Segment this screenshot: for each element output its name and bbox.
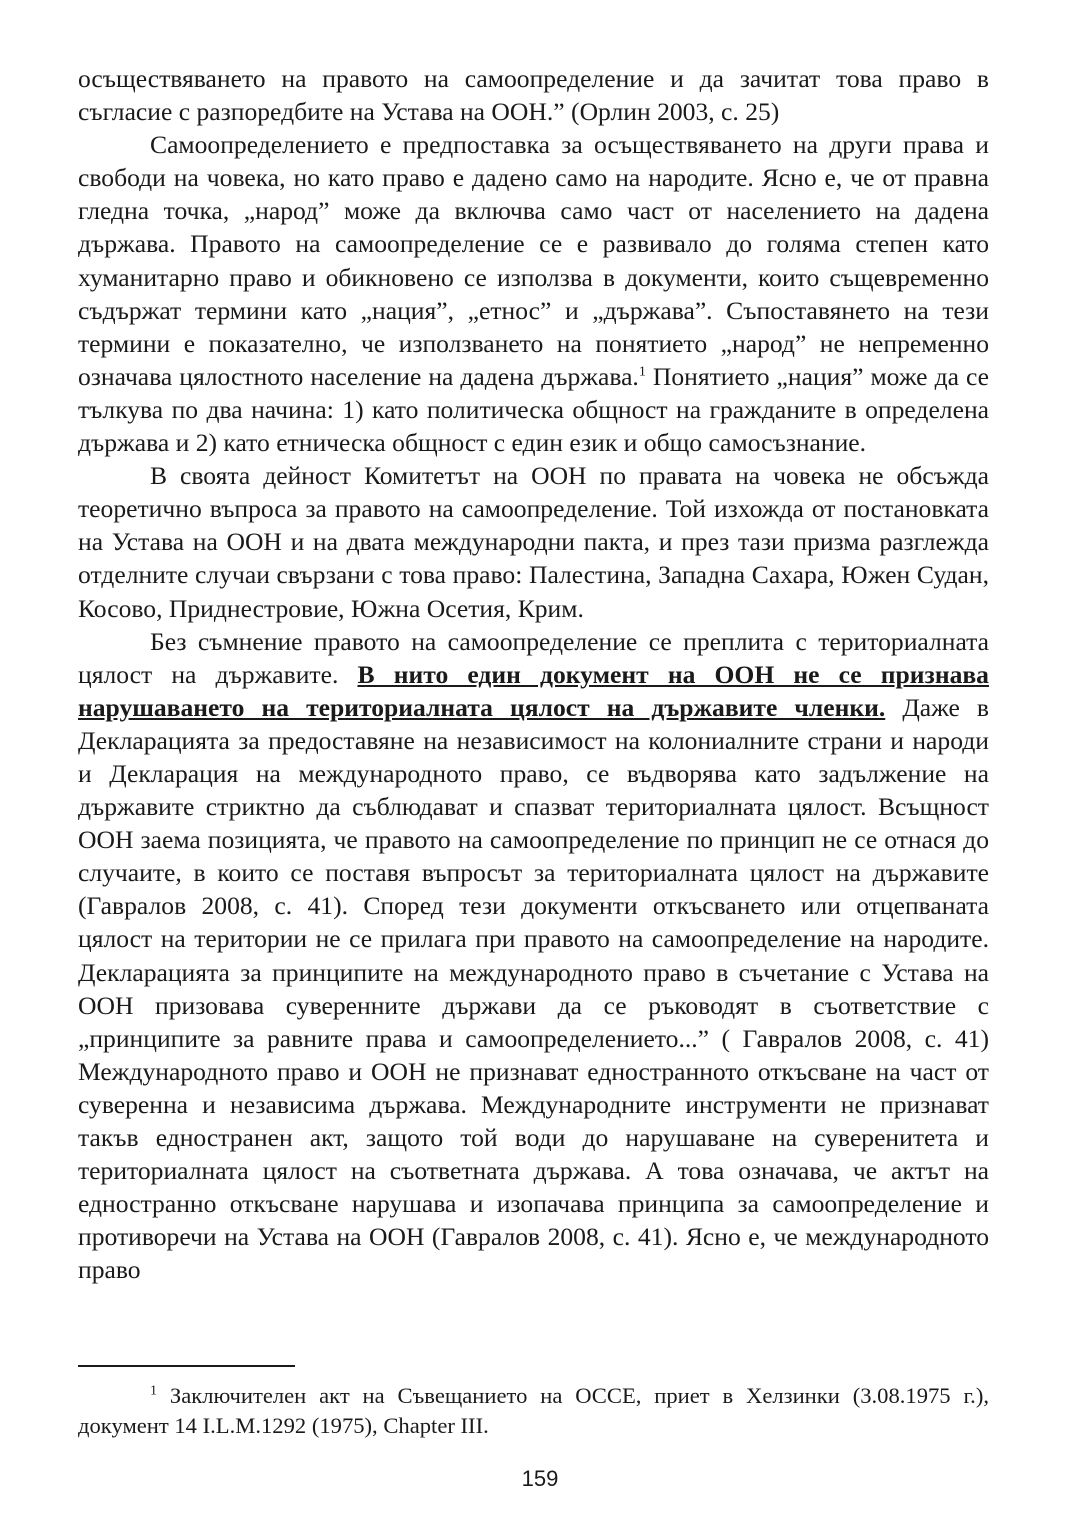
- paragraph-3: [78, 459, 989, 624]
- paragraph-1-text: осъществяването на правото на самоопределение и да зачитат това право в съгласие с разпоредбите на Устава на ООН.” (Орлин 2003, с. 25): [78, 64, 989, 127]
- paragraph-3-text: В своята дейност Комитетът на ООН по правата на човека не обсъжда теоретично въпроса за правото на самоопределение. Той изхожда от постановката на Устава на ООН и на двата международни пакта, и през тази призма разглежда отделните случаи свързани с това право: Палестина, Западна Сахара, Южен Судан, Косово, Приднестровие, Южна Осетия, Крим.: [78, 461, 989, 623]
- paragraph-4-end: Даже в Декларацията за предоставяне на независимост на колониалните страни и народи и Декларация на международното право, се въдворява като задължение на държавите стриктно да съблюдават и спазват териториалната цялост. Всъщност ООН заема позицията, че правото на самоопределение по принцип не се отнася до случаите, в които се поставя въпросът за териториалната цялост на държавите (Гавралов 2008, с. 41). Според тези документи откъсването или отцепваната цялост на територии не се прилага при правото на самоопределение на народите. Декларацията за принципите на международното право в съчетание с Устава на ООН призовава суверенните държави да се ръководят в съответствие с „принципите за равните права и самоопределението...” ( Гавралов 2008, с. 41) Международното право и ООН не признават едностранното откъсване на част от суверенна и независима държава. Международните инструменти не признават такъв едностранен акт, защото той води до нарушаване на суверенитета и териториалната цялост на съответната държава. А това означава, че актът на едностранно откъсване нарушава и изопачава принципа за самоопределение и противоречи на Устава на ООН (Гавралов 2008, с. 41). Ясно е, че международното право: [78, 692, 989, 1285]
- paragraph-2-continuation: Понятието „нация” може да се тълкува по два начина: 1) като политическа общност на гражданите в определена държава и 2) като етническа общност с един език и общо самосъзнание.: [78, 361, 989, 458]
- page-body: [78, 62, 989, 1286]
- footnote-reference[interactable]: 1: [638, 364, 646, 380]
- page-number: 159: [521, 1466, 559, 1491]
- footnote-text: Заключителен акт на Съвещанието на ОССЕ, приет в Хелзинки (3.08.1975 г.), документ 14 I.L.M.1292 (1975), Chapter III.: [78, 1383, 989, 1438]
- footnote-separator: [78, 1365, 295, 1367]
- paragraph-1: [78, 62, 989, 128]
- paragraph-2: [78, 128, 989, 459]
- footnote-marker: 1: [150, 1383, 157, 1399]
- paragraph-4-emphasis: В нито един документ на ООН не се признава нарушаването на териториалната цялост на държавите членки.: [78, 659, 989, 722]
- paragraph-4: [78, 625, 989, 1287]
- footnote: [78, 1381, 989, 1441]
- paragraph-2-text: Самоопределението е предпоставка за осъществяването на други права и свободи на човека, но като право е дадено само на народите. Ясно е, че от правна гледна точка, „народ” може да включва само част от населението на дадена държава. Правото на самоопределение се е развивало до голяма степен като хуманитарно право и обикновено се използва в документи, които същевременно съдържат термини като „нация”, „етнос” и „държава”. Съпоставянето на тези термини е показателно, че използването на понятието „народ” не непременно означава цялостното население на дадена държава.: [78, 130, 989, 391]
- paragraph-4-start: Без съмнение правото на самоопределение се преплита с териториалната цялост на държавите.: [78, 626, 989, 689]
